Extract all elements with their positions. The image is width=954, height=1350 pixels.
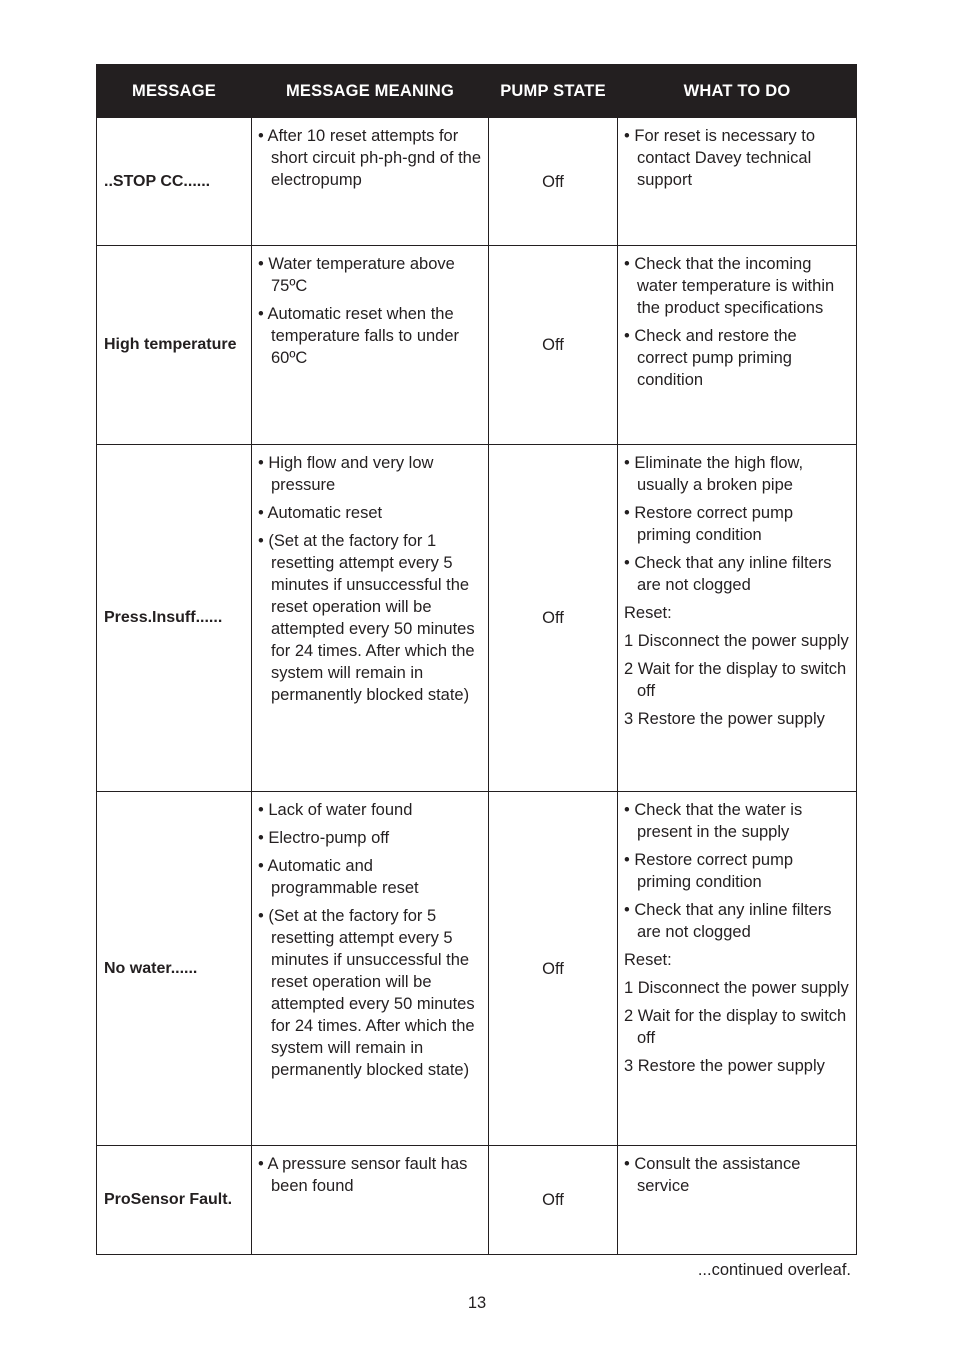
list-item: • Check that the water is present in the supply — [624, 801, 803, 841]
table-header-row — [97, 65, 857, 118]
message-cell: Press.Insuff...... — [97, 445, 252, 792]
header-what-to-do: WHAT TO DO — [618, 65, 857, 118]
table-row — [97, 118, 857, 246]
list-item: 2 Wait for the display to switch off — [624, 1007, 847, 1047]
action-cell — [618, 792, 857, 1146]
header-pump-state: PUMP STATE — [489, 65, 618, 118]
message-cell: No water...... — [97, 792, 252, 1146]
list-item: • Check that any inline filters are not clogged — [624, 901, 832, 941]
pump-state-cell: Off — [489, 118, 618, 246]
list-item: • For reset is necessary to contact Davey technical support — [624, 127, 816, 189]
list-item: • Check and restore the correct pump priming condition — [624, 327, 797, 389]
reset-label: Reset: — [624, 604, 672, 622]
reset-label: Reset: — [624, 951, 672, 969]
list-item: • Restore correct pump priming condition — [624, 504, 794, 544]
list-item: • Consult the assistance service — [624, 1155, 801, 1195]
list-item: • Automatic and programmable reset — [258, 857, 419, 897]
list-item: • After 10 reset attempts for short circuit ph-ph-gnd of the electropump — [258, 127, 482, 189]
list-item: • (Set at the factory for 1 resetting attempt every 5 minutes if unsuccessful the reset operation will be attempted every 50 minutes for 24 times. After which the system will remain in permanently blocked state) — [258, 532, 475, 704]
pump-state-cell: Off — [489, 445, 618, 792]
message-cell: ..STOP CC...... — [97, 118, 252, 246]
list-item: 3 Restore the power supply — [624, 1057, 825, 1075]
table-row — [97, 1146, 857, 1255]
list-item: • (Set at the factory for 5 resetting attempt every 5 minutes if unsuccessful the reset operation will be attempted every 50 minutes for 24 times. After which the system will remain in permanently blocked state) — [258, 907, 475, 1079]
list-item: 1 Disconnect the power supply — [624, 632, 849, 650]
list-item: • Water temperature above 75ºC — [258, 255, 455, 295]
pump-state-cell: Off — [489, 792, 618, 1146]
list-item: 3 Restore the power supply — [624, 710, 825, 728]
header-message-meaning: MESSAGE MEANING — [252, 65, 489, 118]
message-table — [96, 64, 857, 1255]
message-cell: ProSensor Fault. — [97, 1146, 252, 1255]
list-item: 1 Disconnect the power supply — [624, 979, 849, 997]
meaning-cell — [252, 1146, 489, 1255]
list-item: • Lack of water found — [258, 801, 413, 819]
action-cell — [618, 1146, 857, 1255]
page-number: 13 — [467, 1294, 487, 1312]
continued-note: ...continued overleaf. — [697, 1261, 851, 1279]
meaning-cell — [252, 246, 489, 445]
list-item: • Automatic reset — [258, 504, 383, 522]
list-item: 2 Wait for the display to switch off — [624, 660, 847, 700]
action-cell — [618, 445, 857, 792]
list-item: • Eliminate the high flow, usually a broken pipe — [624, 454, 804, 494]
table-row — [97, 445, 857, 792]
header-message: MESSAGE — [97, 65, 252, 118]
list-item: • Automatic reset when the temperature falls to under 60ºC — [258, 305, 460, 367]
list-item: • Electro-pump off — [258, 829, 390, 847]
list-item: • Check that any inline filters are not clogged — [624, 554, 832, 594]
pump-state-cell: Off — [489, 1146, 618, 1255]
list-item: • A pressure sensor fault has been found — [258, 1155, 468, 1195]
meaning-cell — [252, 118, 489, 246]
message-cell: High temperature — [97, 246, 252, 445]
meaning-cell — [252, 792, 489, 1146]
list-item: • High flow and very low pressure — [258, 454, 434, 494]
list-item: • Check that the incoming water temperature is within the product specifications — [624, 255, 835, 317]
meaning-cell — [252, 445, 489, 792]
table-row — [97, 246, 857, 445]
action-cell — [618, 118, 857, 246]
action-cell — [618, 246, 857, 445]
list-item: • Restore correct pump priming condition — [624, 851, 794, 891]
table-row — [97, 792, 857, 1146]
pump-state-cell: Off — [489, 246, 618, 445]
